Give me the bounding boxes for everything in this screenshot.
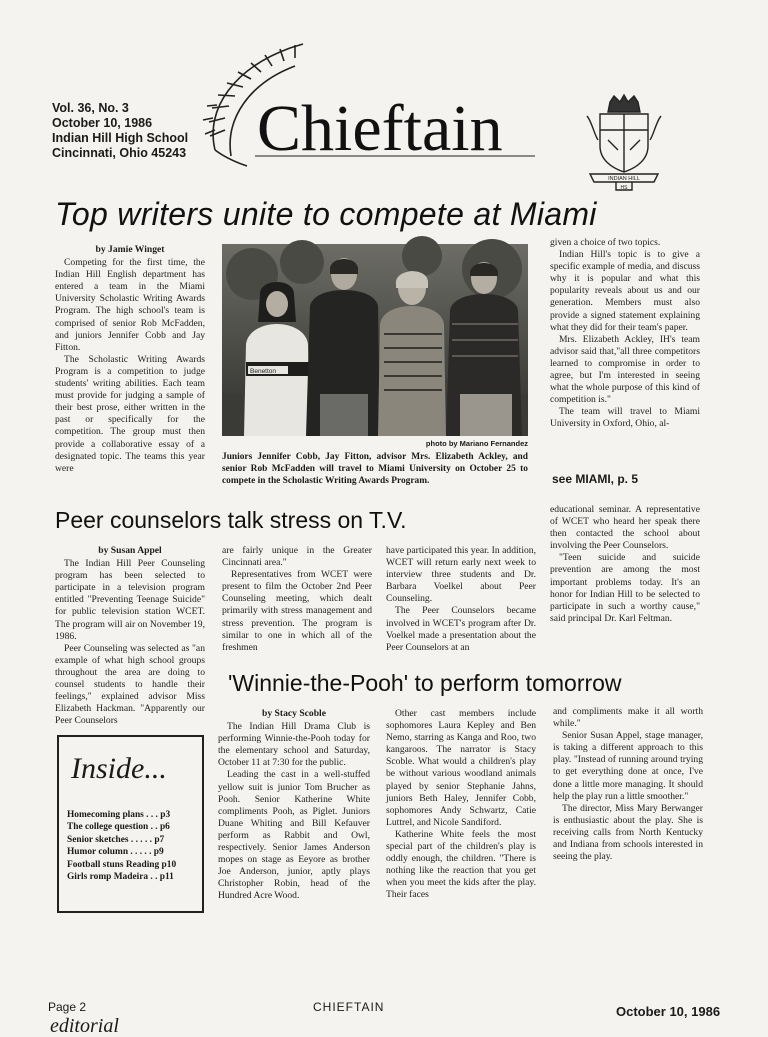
paragraph: have participated this year. In addition, WCET will return early next week to interview three students and Dr. Barbara Voelkel about Peer Counseling. — [386, 545, 536, 605]
paragraph: The Indian Hill Peer Counseling program has been selected to participate in a television program entitled "Preventing Teenage Suicide" for public television station WCET. The program will air on November 19, 1986. — [55, 558, 205, 642]
inside-item: Girls romp Madeira . . p11 — [67, 872, 174, 883]
inside-item: Homecoming plans . . . p3 — [67, 810, 171, 820]
masthead-info — [52, 101, 188, 161]
paragraph: given a choice of two topics. — [550, 237, 661, 248]
paragraph: Representatives from WCET were present to film the October 2nd Peer Counseling meeting, which dealt primarily with stress management and stress prevention. The program is similar to one in which all of the freshmen — [222, 569, 372, 653]
team-photo — [222, 244, 528, 436]
footer-page-number: Page 2 — [48, 1000, 87, 1014]
headline-top-writers: Top writers unite to compete at Miami — [55, 196, 597, 232]
article1-column-3 — [550, 237, 700, 431]
article2-column-1 — [55, 545, 205, 727]
paragraph: The Indian Hill Drama Club is performing Winnie-the-Pooh today for the elementary school and Saturday, October 11 at 7:30 for the public. — [218, 721, 370, 769]
paragraph: The team will travel to Miami University in Oxford, Ohio, al- — [550, 406, 700, 430]
inside-index-box — [57, 735, 204, 913]
paragraph: Peer Counseling was selected as "an example of what high school groups throughout the area are doing to counsel students to handle their feelings," explained advisor Miss Elizabeth Hackman. "Apparently our Peer Counselors — [55, 642, 205, 727]
paragraph: The Peer Counselors became involved in WCET's program after Dr. Voelkel made a presentation about the Peer Counselors at an — [386, 605, 536, 653]
photo-caption: Juniors Jennifer Cobb, Jay Fitton, advisor Mrs. Elizabeth Ackley, and senior Rob McFadden will travel to Miami University on October 25 to compete in the Scholastic Writing Awards Program. — [222, 452, 528, 486]
paragraph: "Teen suicide and suicide prevention are among the most important problems today. It's an honor for Indian Hill to be selected to participate in such a worthy cause," said principal Dr. Karl Feltman. — [550, 552, 700, 624]
paragraph: Mrs. Elizabeth Ackley, IH's team advisor said that,"all three competitors learned to compromise in order to agree, but I'm interested in seeing what the whole purpose of this kind of competition is." — [550, 333, 700, 406]
paragraph: Indian Hill's topic is to give a specific example of media, and discuss why it is popular and what this popularity reveals about us and our generation. Members must also provide a signed statement explaining what they did for their team's paper. — [550, 249, 700, 333]
paragraph: Competing for the first time, the Indian Hill English department has entered a team in the Miami University Scholastic Writing Awards Program. The high school's team is comprised of senior Rob McFadden, and juniors Jennifer Cobb and Jay Fitton. — [55, 257, 205, 353]
school-name: Indian Hill High School — [52, 131, 189, 145]
article3-column-1 — [218, 708, 370, 903]
byline: by Jamie Winget — [95, 244, 165, 255]
svg-text:INDIAN HILL: INDIAN HILL — [608, 176, 640, 182]
paragraph: Katherine White feels the most special part of the children's play is oddly enough, the children. "There is nothing like the reaction that you get when you meet the kids after the play. Their faces — [386, 828, 536, 901]
footer-date: October 10, 1986 — [616, 1004, 721, 1019]
article2-column-4 — [550, 504, 700, 625]
jump-line-miami: see MIAMI, p. 5 — [552, 472, 639, 486]
article2-column-3 — [386, 545, 536, 654]
headline-peer-counselors: Peer counselors talk stress on T.V. — [55, 507, 407, 533]
paragraph: Senior Susan Appel, stage manager, is taking a different approach to this play. "Instead of running around trying to get everything done at once, I've done a little more managing. It should help the play run a little smoother." — [553, 730, 703, 802]
paragraph: The Scholastic Writing Awards Program is a competition to judge students' writing abilities. Each team must provide for judging a sample of their best prose, either written in the past or specifically for the competition. The group must then provide a collaborative essay of a designated topic. The teams this year were — [55, 353, 205, 474]
school-city: Cincinnati, Ohio 45243 — [52, 146, 187, 160]
headline-winnie-the-pooh: 'Winnie-the-Pooh' to perform tomorrow — [228, 670, 622, 696]
issue-date: October 10, 1986 — [52, 116, 153, 130]
inside-item: The college question . . p6 — [67, 822, 170, 833]
photo-credit: photo by Mariano Fernandez — [425, 439, 528, 448]
svg-text:HS: HS — [620, 185, 628, 191]
paragraph: and compliments make it all worth while." — [553, 706, 703, 730]
paragraph: educational seminar. A representative of WCET who heard her speak there then contacted the school about involving the Peer Counselors. — [550, 504, 700, 552]
paragraph: The director, Miss Mary Berwanger is enthusiastic about the play. She is receiving calls from North Kentucky and Indiana from schools interested in seeing the play. — [553, 802, 703, 863]
inside-title: Inside... — [71, 752, 167, 785]
paragraph: are fairly unique in the Greater Cincinnati area." — [222, 545, 372, 569]
inside-item: Senior sketches . . . . . p7 — [67, 834, 165, 845]
paragraph: Other cast members include sophomores Laura Kepley and Ben Nemo, starring as Kanga and Roo, two kangaroos. The narrator is Stacy Scoble. What would a children's play be without various woodland animals played by senior Stephanie Jahns, juniors Beth Haley, Jennifer Cobb, sophomores Andy Schwartz, Catie Luttrel, and Nicole Sandiford. — [386, 708, 536, 828]
article2-column-2 — [222, 545, 372, 654]
chieftain-logo — [195, 38, 565, 188]
volume-number: Vol. 36, No. 3 — [52, 101, 129, 115]
article3-column-2 — [386, 708, 536, 902]
footer-cutoff-heading: editorial — [50, 1015, 119, 1037]
byline: by Susan Appel — [98, 545, 162, 556]
logo-text: Chieftain — [257, 92, 503, 165]
inside-item: Humor column . . . . . p9 — [67, 847, 164, 858]
shirt-text: Benetton — [250, 368, 277, 375]
article1-column-1 — [55, 244, 205, 475]
article3-column-3 — [553, 706, 703, 863]
paragraph: Leading the cast in a well-stuffed yellow suit is junior Tom Brucher as Pooh. Senior Katherine White compliments Pooh, as Piglet. Juniors Duane Whiting and Bill Kefauver perform as Rabbit and Owl, respectively. Senior James Anderson mopes on stage as Eeyore as brother Joe Anderson, junior, aptly plays Christopher Robin, head of the Hundred Acre Wood. — [218, 769, 370, 902]
school-crest-icon — [582, 94, 666, 192]
inside-item: Football stuns Reading p10 — [67, 859, 177, 870]
footer-paper-name: CHIEFTAIN — [313, 1000, 385, 1014]
byline: by Stacy Scoble — [262, 708, 326, 719]
inside-list — [67, 809, 194, 883]
